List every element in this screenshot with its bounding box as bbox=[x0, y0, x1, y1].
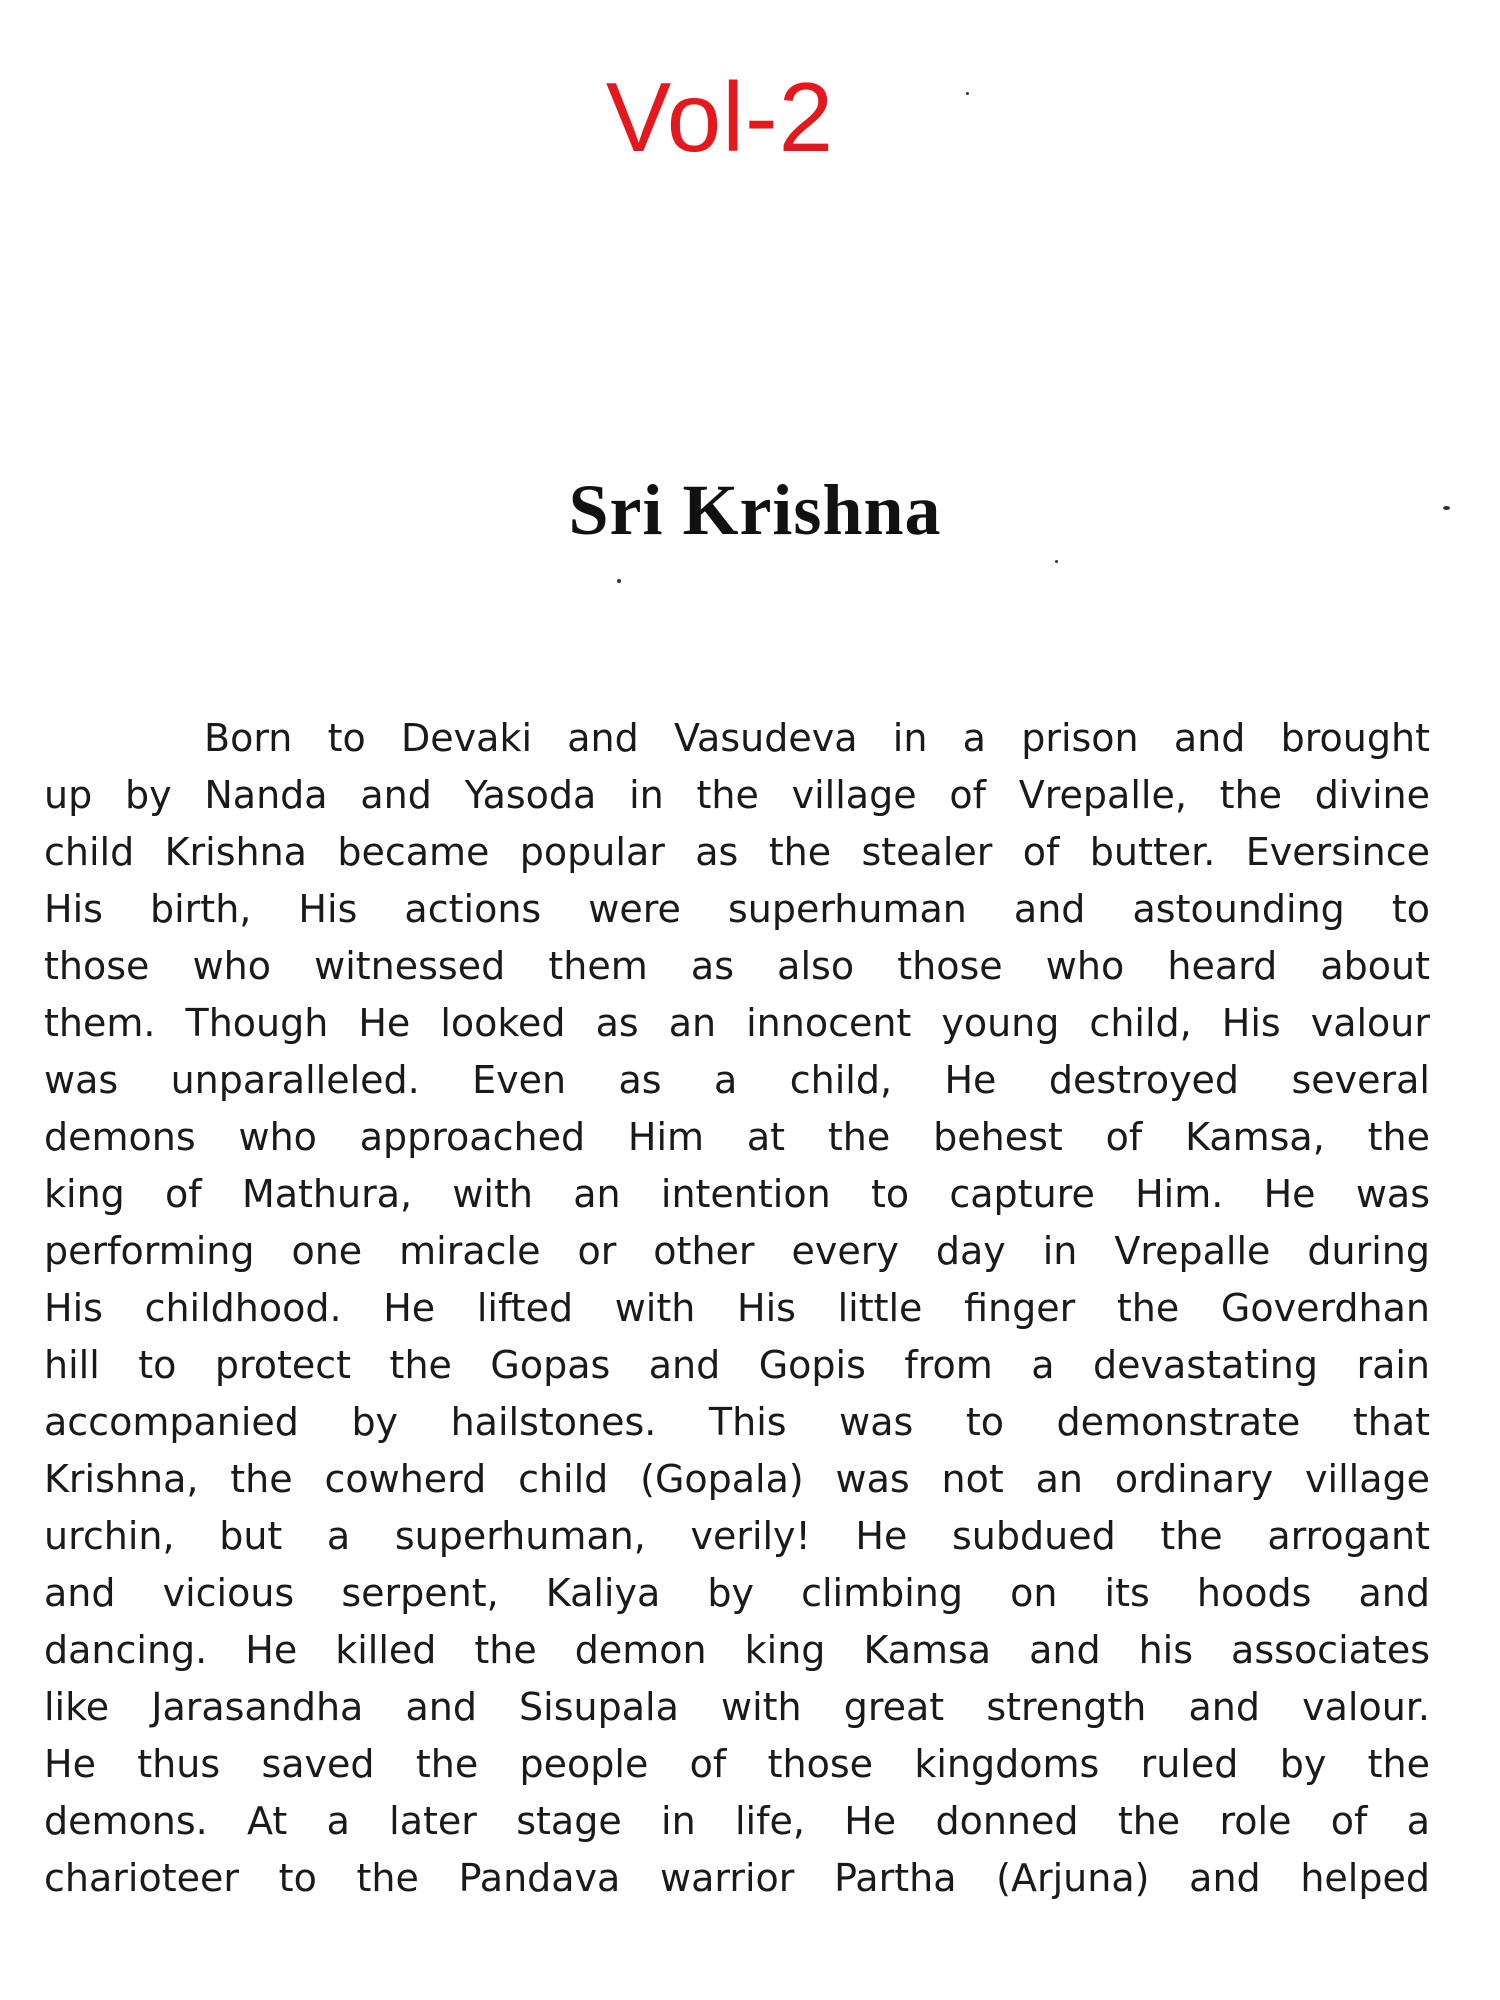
scan-speck bbox=[617, 579, 621, 583]
paragraph-line: Born to Devaki and Vasudeva in a prison and brought bbox=[204, 716, 1430, 760]
paragraph-line: and vicious serpent, Kaliya by climbing on its hoods and bbox=[44, 1571, 1430, 1615]
paragraph-line: performing one miracle or other every day in Vrepalle during bbox=[44, 1229, 1430, 1273]
paragraph-line: His childhood. He lifted with His little finger the Goverdhan bbox=[44, 1286, 1430, 1330]
paragraph-line: hill to protect the Gopas and Gopis from a devastating rain bbox=[44, 1343, 1430, 1387]
paragraph-line: child Krishna became popular as the stealer of butter. Eversince bbox=[44, 830, 1430, 874]
paragraph-line: demons who approached Him at the behest of Kamsa, the bbox=[44, 1115, 1430, 1159]
paragraph-line: accompanied by hailstones. This was to demonstrate that bbox=[44, 1400, 1430, 1444]
paragraph-line: was unparalleled. Even as a child, He destroyed several bbox=[44, 1058, 1430, 1102]
scan-speck bbox=[966, 92, 969, 95]
body-paragraph bbox=[44, 710, 1430, 1907]
scan-speck bbox=[1443, 506, 1450, 510]
chapter-title: Sri Krishna bbox=[568, 470, 942, 550]
scan-speck bbox=[1055, 560, 1058, 563]
paragraph-line: them. Though He looked as an innocent young child, His valour bbox=[44, 1001, 1430, 1045]
paragraph-line: like Jarasandha and Sisupala with great strength and valour. bbox=[44, 1685, 1430, 1729]
paragraph-line: dancing. He killed the demon king Kamsa and his associates bbox=[44, 1628, 1430, 1672]
paragraph-line: charioteer to the Pandava warrior Partha (Arjuna) and helped bbox=[44, 1856, 1430, 1900]
paragraph-line: up by Nanda and Yasoda in the village of Vrepalle, the divine bbox=[44, 773, 1430, 817]
paragraph-line: urchin, but a superhuman, verily! He subdued the arrogant bbox=[44, 1514, 1430, 1558]
paragraph-line: Krishna, the cowherd child (Gopala) was not an ordinary village bbox=[44, 1457, 1430, 1501]
paragraph-line: king of Mathura, with an intention to capture Him. He was bbox=[44, 1172, 1430, 1216]
volume-label: Vol-2 bbox=[605, 62, 835, 172]
paragraph-line: His birth, His actions were superhuman and astounding to bbox=[44, 887, 1430, 931]
paragraph-line: demons. At a later stage in life, He donned the role of a bbox=[44, 1799, 1430, 1843]
paragraph-line: those who witnessed them as also those who heard about bbox=[44, 944, 1430, 988]
paragraph-line: He thus saved the people of those kingdoms ruled by the bbox=[44, 1742, 1430, 1786]
